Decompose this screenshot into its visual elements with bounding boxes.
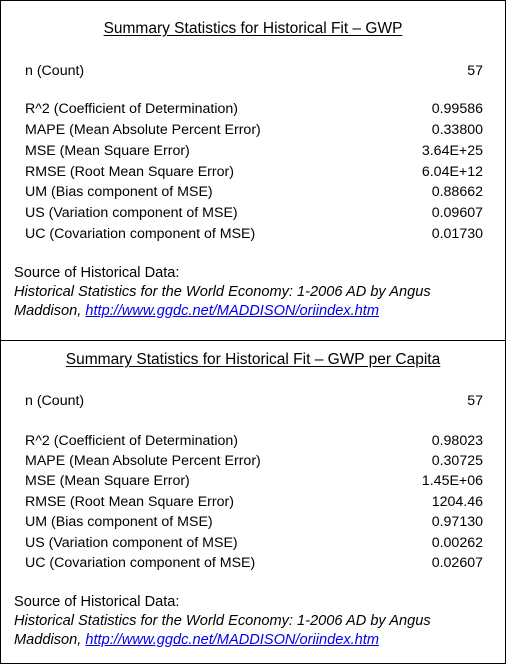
- gwp-stat-value: 0.09607: [431, 205, 483, 221]
- gwp-stat-label: US (Variation component of MSE): [25, 205, 238, 221]
- gwp-stat-value: 0.99586: [431, 101, 483, 117]
- gwp-panel-title: Summary Statistics for Historical Fit – GWP: [103, 20, 403, 37]
- gwp-count-value: 57: [467, 63, 483, 79]
- gwp-stat-label: MSE (Mean Square Error): [25, 143, 190, 159]
- gwp-per-capita-source-heading: Source of Historical Data:: [14, 594, 180, 610]
- gwp-per-capita-source-citation-line2: [14, 631, 494, 650]
- gwp-stat-value: 6.04E+12: [421, 164, 483, 180]
- gwp-stat-row: [25, 224, 483, 244]
- gwp-per-capita-stat-value: 1204.46: [431, 494, 483, 510]
- gwp-per-capita-stat-row: [25, 471, 483, 491]
- gwp-stat-label: MAPE (Mean Absolute Percent Error): [25, 122, 261, 138]
- gwp-per-capita-count-label: n (Count): [25, 393, 85, 409]
- gwp-stat-row: [25, 120, 483, 140]
- gwp-stat-value: 0.88662: [431, 184, 483, 200]
- gwp-per-capita-stat-row: [25, 512, 483, 532]
- gwp-per-capita-stat-value: 0.98023: [431, 433, 483, 449]
- gwp-per-capita-source-note: [14, 593, 494, 650]
- gwp-per-capita-stat-label: MSE (Mean Square Error): [25, 473, 190, 489]
- gwp-stat-label: UC (Covariation component of MSE): [25, 226, 256, 242]
- gwp-stat-value: 0.33800: [431, 122, 483, 138]
- gwp-per-capita-stat-label: R^2 (Coefficient of Determination): [25, 433, 238, 449]
- gwp-source-note: [14, 264, 494, 321]
- gwp-stat-label: UM (Bias component of MSE): [25, 184, 213, 200]
- gwp-count-label: n (Count): [25, 63, 85, 79]
- gwp-per-capita-stat-row: [25, 553, 483, 573]
- gwp-stat-row: [25, 162, 483, 182]
- gwp-source-citation-line2: [14, 302, 494, 321]
- gwp-stat-row: [25, 182, 483, 202]
- gwp-stat-value: 3.64E+25: [421, 143, 483, 159]
- gwp-source-citation-line1: Historical Statistics for the World Economy: 1-2006 AD by Angus: [14, 284, 431, 300]
- gwp-stat-label: R^2 (Coefficient of Determination): [25, 101, 238, 117]
- gwp-panel: [1, 1, 505, 340]
- gwp-count-row: [25, 61, 483, 81]
- gwp-stat-row: [25, 99, 483, 119]
- gwp-source-link[interactable]: http://www.ggdc.net/MADDISON/oriindex.htm: [85, 303, 379, 319]
- gwp-per-capita-stat-row: [25, 451, 483, 471]
- gwp-stat-row: [25, 141, 483, 161]
- gwp-per-capita-source-citation-line1: Historical Statistics for the World Economy: 1-2006 AD by Angus: [14, 613, 431, 629]
- gwp-stat-label: RMSE (Root Mean Square Error): [25, 164, 234, 180]
- gwp-per-capita-stat-value: 1.45E+06: [421, 473, 483, 489]
- gwp-per-capita-stat-row: [25, 533, 483, 553]
- gwp-stat-row: [25, 203, 483, 223]
- gwp-per-capita-stat-row: [25, 431, 483, 451]
- gwp-per-capita-panel: [1, 341, 505, 663]
- gwp-per-capita-stat-value: 0.02607: [431, 555, 483, 571]
- gwp-stat-value: 0.01730: [431, 226, 483, 242]
- gwp-per-capita-source-link[interactable]: http://www.ggdc.net/MADDISON/oriindex.htm: [85, 632, 379, 648]
- gwp-per-capita-stat-value: 0.97130: [431, 514, 483, 530]
- gwp-source-heading: Source of Historical Data:: [14, 265, 180, 281]
- gwp-per-capita-stat-label: RMSE (Root Mean Square Error): [25, 494, 234, 510]
- gwp-per-capita-panel-title: Summary Statistics for Historical Fit – GWP per Capita: [65, 351, 441, 368]
- gwp-per-capita-stat-label: UM (Bias component of MSE): [25, 514, 213, 530]
- gwp-per-capita-stat-label: UC (Covariation component of MSE): [25, 555, 256, 571]
- gwp-per-capita-stat-value: 0.30725: [431, 453, 483, 469]
- gwp-per-capita-source-citation-prefix: Maddison,: [14, 632, 86, 648]
- gwp-per-capita-count-row: [25, 391, 483, 411]
- gwp-source-citation-prefix: Maddison,: [14, 303, 86, 319]
- gwp-per-capita-stat-row: [25, 492, 483, 512]
- gwp-per-capita-count-value: 57: [467, 393, 483, 409]
- gwp-per-capita-stat-label: MAPE (Mean Absolute Percent Error): [25, 453, 261, 469]
- gwp-per-capita-stat-value: 0.00262: [431, 535, 483, 551]
- gwp-per-capita-stat-label: US (Variation component of MSE): [25, 535, 238, 551]
